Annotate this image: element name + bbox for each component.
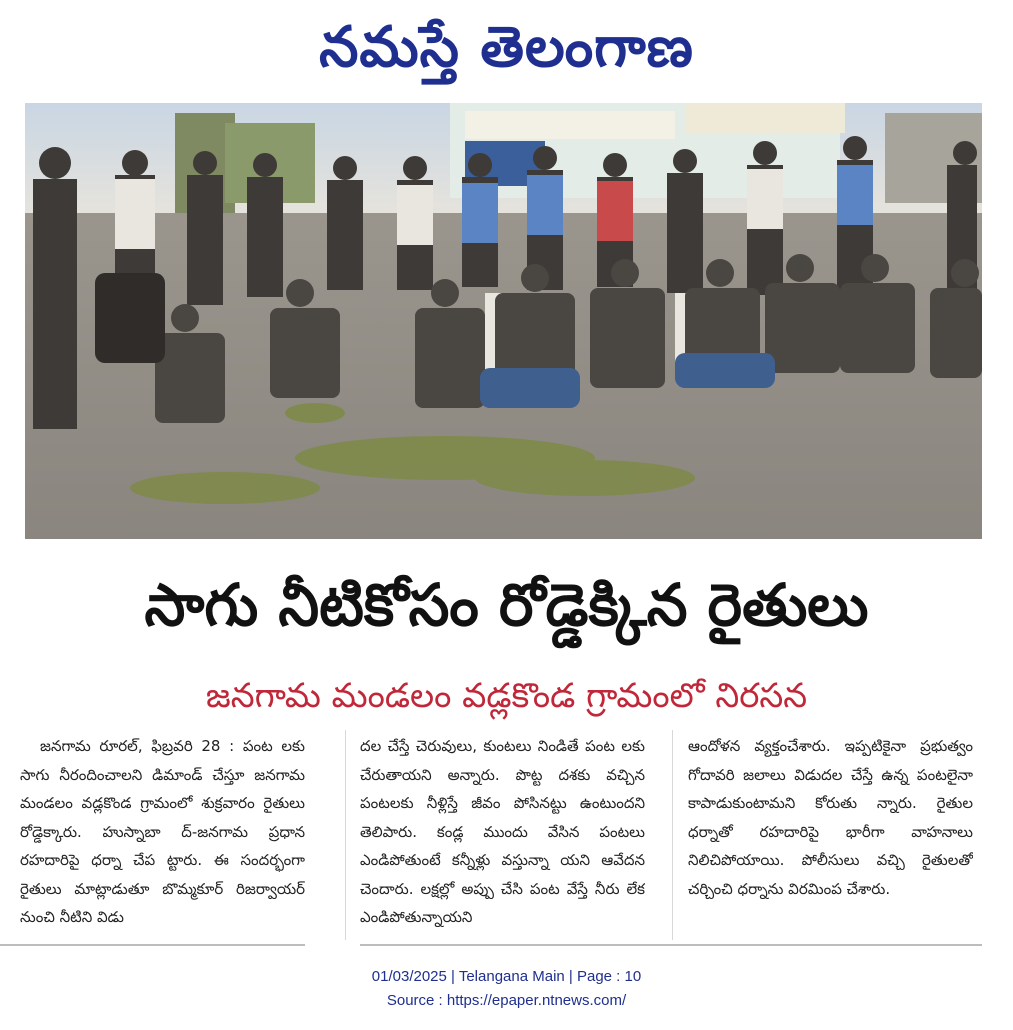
article-column-3 <box>688 732 973 930</box>
column-2-text: దల చేస్తే చెరువులు, కుంటలు నిండితే పంట లకు చేరుతాయని అన్నారు. పొట్ట దశకు వచ్చిన పంటలకు నీళ్లిస్తే జీవం పోసినట్టు ఉంటుందని తెలిపారు. కండ్ల ముందు వేసిన పంటలు ఎండిపోతుంటే కన్నీళ్లు వస్తున్నా యని ఆవేదన చెందారు. లక్షల్లో అప్పు చేసి పంట వేస్తే నీరు లేక ఎండిపోతున్నాయని <box>360 737 645 926</box>
column-divider <box>672 730 673 940</box>
column-1-text: జనగామ రూరల్, ఫిబ్రవరి 28 : పంట లకు సాగు నీరందించాలని డిమాండ్ చేస్తూ జనగామ మండలం వడ్లకొండ గ్రామంలో శుక్రవారం రైతులు రోడ్డెక్కారు. హుస్నాబా ద్-జనగామ ప్రధాన రహదారిపై ధర్నా చేప ట్టారు. ఈ సందర్భంగా రైతులు మాట్లాడుతూ బొమ్మకూర్ రిజర్వాయర్ నుంచి నీటిని విడు <box>20 737 305 926</box>
headline-text: సాగు నీటికోసం రోడ్డెక్కిన రైతులు <box>144 571 869 639</box>
article-column-1 <box>20 732 305 930</box>
news-photo <box>25 103 982 539</box>
bottom-rule-right <box>360 944 982 946</box>
article-headline <box>20 560 993 650</box>
footer-date-line: 01/03/2025 | Telangana Main | Page : 10 <box>371 968 642 985</box>
bottom-rule-left <box>0 944 305 946</box>
column-divider <box>345 730 346 940</box>
subheadline-text: జనగామ మండలం వడ్లకొండ గ్రామంలో నిరసన <box>205 676 808 716</box>
footer-source-line[interactable]: Source : https://epaper.ntnews.com/ <box>386 992 627 1009</box>
article-subheadline <box>20 668 993 724</box>
column-3-text: ఆందోళన వ్యక్తంచేశారు. ఇప్పటికైనా ప్రభుత్వం గోదావరి జలాలు విడుదల చేస్తే ఉన్న పంటలైనా కాపాడుకుంటామని కోరుతు న్నారు. రైతుల ధర్నాతో రహదారిపై భారీగా వాహనాలు నిలిచిపోయాయి. పోలీసులు వచ్చి రైతులతో చర్చించి ధర్నాను విరమింప చేశారు. <box>688 737 973 898</box>
farmers-protest-photo <box>25 103 982 539</box>
article-column-2 <box>360 732 645 930</box>
masthead <box>0 8 1013 88</box>
masthead-title: నమస్తే తెలంగాణ <box>319 15 694 80</box>
